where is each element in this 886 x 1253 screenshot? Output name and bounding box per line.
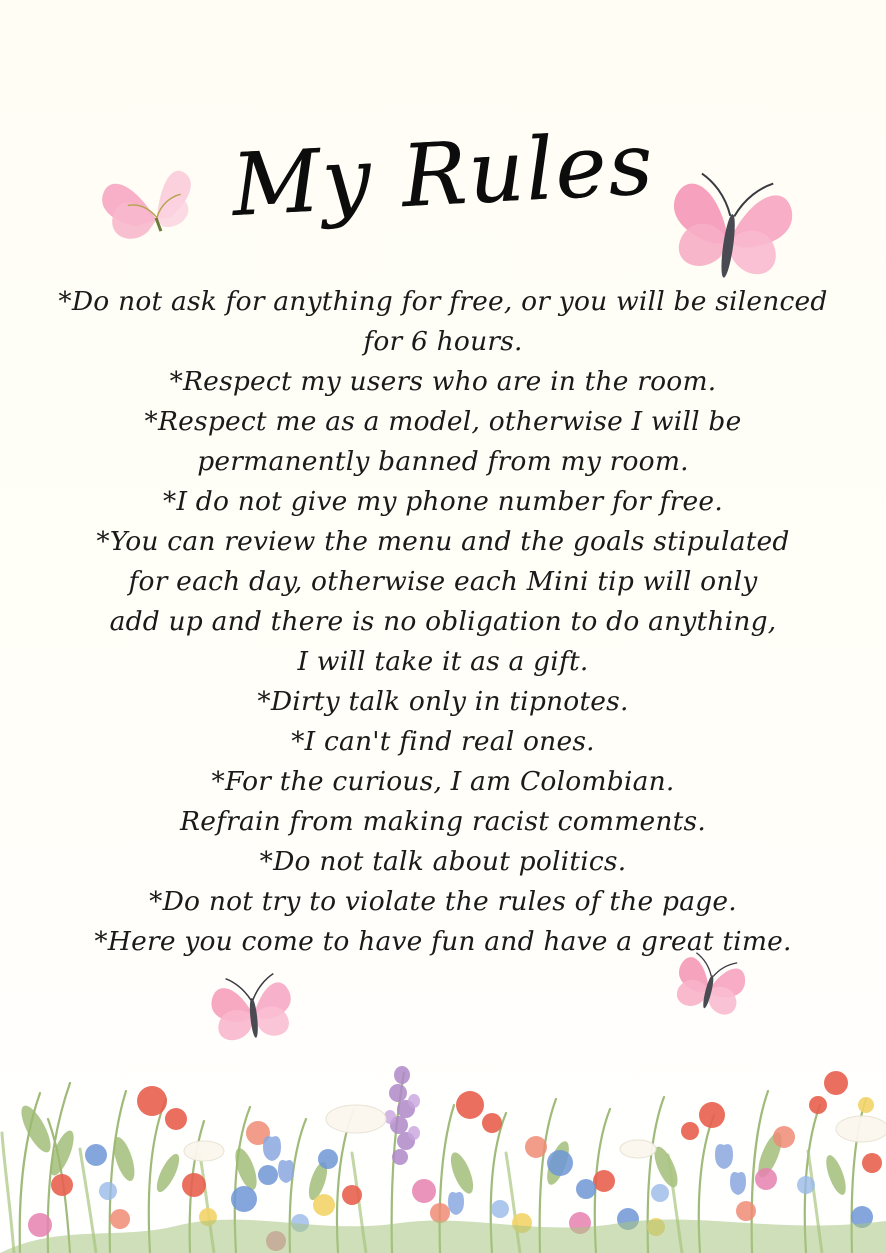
rule-line: permanently banned from my room. <box>197 446 689 477</box>
rule-line: *Do not try to violate the rules of the page. <box>149 886 737 917</box>
rule-line: *Do not talk about politics. <box>259 846 627 877</box>
rules-list <box>40 282 846 962</box>
rule-line: Refrain from making racist comments. <box>180 806 706 837</box>
rule-line: *I do not give my phone number for free. <box>163 486 723 517</box>
rule-line: *You can review the menu and the goals stipulated <box>96 526 790 557</box>
rule-line: *Here you come to have fun and have a great time. <box>94 926 792 957</box>
page-title: My Rules <box>229 114 657 236</box>
rule-line: I will take it as a gift. <box>297 646 589 677</box>
rule-line: *Dirty talk only in tipnotes. <box>257 686 629 717</box>
rule-line: *For the curious, I am Colombian. <box>211 766 675 797</box>
rule-line: for each day, otherwise each Mini tip will only <box>128 566 758 597</box>
rule-line: *Do not ask for anything for free, or you will be silenced <box>58 286 828 317</box>
rule-line: *I can't find real ones. <box>291 726 595 757</box>
rule-line: add up and there is no obligation to do anything, <box>109 606 777 637</box>
butterfly-icon <box>200 955 305 1064</box>
rule-line: *Respect me as a model, otherwise I will be <box>144 406 742 437</box>
rule-line: for 6 hours. <box>363 326 523 357</box>
rule-line: *Respect my users who are in the room. <box>169 366 717 397</box>
title-area <box>0 70 886 260</box>
